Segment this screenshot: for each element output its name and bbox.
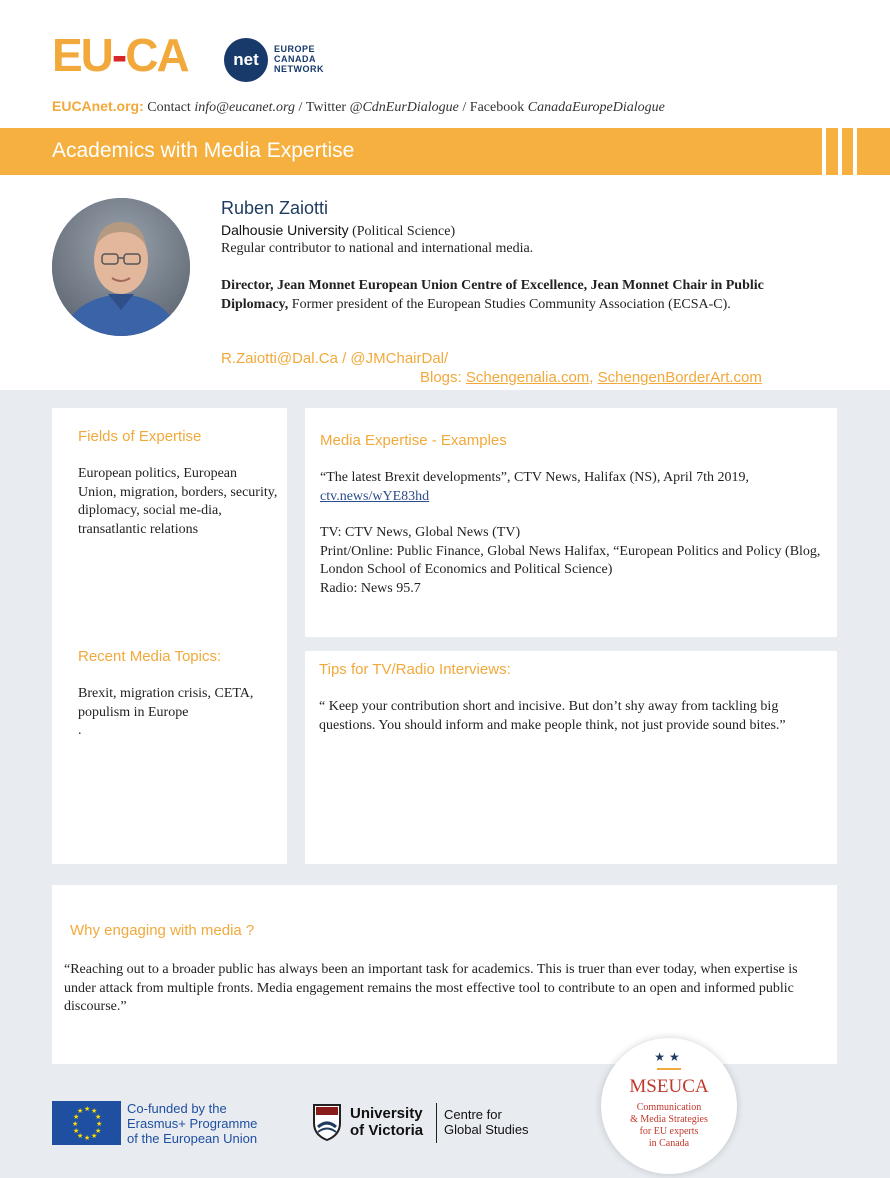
svg-text:★: ★ — [72, 1120, 79, 1128]
logo-net-circle: net — [224, 38, 268, 82]
department: (Political Science) — [352, 224, 456, 239]
logo-network-words: EUROPE CANADA NETWORK — [274, 44, 324, 74]
why-title: Why engaging with media ? — [70, 922, 255, 939]
media-card — [305, 408, 837, 637]
badge-stars-icon: ★★ — [654, 1050, 684, 1064]
svg-text:★: ★ — [77, 1107, 84, 1115]
svg-text:★: ★ — [84, 1134, 91, 1142]
why-card — [52, 885, 837, 1064]
ctv-news-link[interactable]: ctv.news/wYE83hd — [320, 488, 430, 504]
eu-flag-icon — [52, 1101, 121, 1145]
banner-stripe — [822, 128, 826, 175]
badge-subtitle: Communication & Media Strategies for EU experts in Canada — [630, 1102, 708, 1149]
svg-text:★: ★ — [77, 1132, 84, 1140]
logo-wordmark: EU-CA — [52, 29, 188, 81]
svg-text:★: ★ — [73, 1113, 80, 1121]
tips-card — [305, 651, 837, 864]
recent-text: Brexit, migration crisis, CETA, populism in Europe . — [78, 686, 254, 738]
eucanet-logo — [52, 29, 332, 82]
fields-title: Fields of Expertise — [78, 428, 202, 445]
profile-contact[interactable]: R.Zaiotti@Dal.Ca / @JMChairDal/ — [221, 350, 449, 367]
university-name: Dalhousie University — [221, 222, 349, 238]
recent-title: Recent Media Topics: — [78, 648, 222, 665]
why-text: “Reaching out to a broader public has always been an important task for academics. This is truer than ever today, when expertise is under attack from multiple fronts. Media engagement remains the most effective tool to contribute to an open and informed public discourse.” — [64, 962, 798, 1014]
page-title: Academics with Media Expertise — [52, 139, 355, 162]
banner-stripe — [838, 128, 842, 175]
facebook-handle[interactable]: CanadaEuropeDialogue — [527, 100, 665, 115]
contact-email[interactable]: info@eucanet.org — [194, 100, 295, 115]
blog-link-schengenalia[interactable]: Schengenalia.com — [465, 369, 590, 386]
uvic-name: University of Victoria — [350, 1105, 424, 1139]
uvic-divider — [436, 1103, 437, 1143]
title-banner — [0, 128, 890, 175]
svg-text:★: ★ — [91, 1132, 98, 1140]
twitter-handle[interactable]: @CdnEurDialogue — [349, 100, 459, 115]
blog-link-schengenborderart[interactable]: SchengenBorderArt.com — [597, 369, 762, 386]
uvic-centre: Centre for Global Studies — [444, 1107, 529, 1137]
svg-text:★: ★ — [84, 1105, 91, 1113]
site-label[interactable]: EUCAnet.org: — [52, 98, 144, 114]
profile-affiliation — [221, 222, 455, 240]
svg-text:★: ★ — [91, 1107, 98, 1115]
badge-title: MSEUCA — [629, 1076, 709, 1097]
eu-funding-text: Co-funded by the Erasmus+ Programme of the European Union — [127, 1101, 258, 1146]
svg-text:★: ★ — [95, 1113, 102, 1121]
svg-text:★: ★ — [95, 1127, 102, 1135]
tips-text: “ Keep your contribution short and incisive. But don’t shy away from tackling big questions. You should inform and make people think, not just provide sound bites.” — [319, 699, 786, 733]
fields-card — [52, 408, 287, 864]
profile-regular: Regular contributor to national and international media. — [221, 241, 534, 256]
profile-blogs: Blogs: Schengenalia.com, SchengenBorderArt.com — [420, 369, 762, 386]
mseuca-badge — [601, 1038, 737, 1174]
fields-text: European politics, European Union, migration, borders, security, diplomacy, social me-dia, transatlantic relations — [78, 466, 278, 537]
banner-stripe — [853, 128, 857, 175]
tips-title: Tips for TV/Radio Interviews: — [319, 661, 511, 678]
media-title: Media Expertise - Examples — [320, 432, 507, 449]
badge-divider — [657, 1068, 681, 1070]
contact-line: EUCAnet.org: Contact info@eucanet.org / Twitter @CdnEurDialogue / Facebook CanadaEuropeDialogue — [52, 98, 665, 115]
uvic-crest-icon — [312, 1103, 342, 1141]
media-example: “The latest Brexit developments”, CTV News, Halifax (NS), April 7th 2019, ctv.news/wYE83hd — [320, 470, 749, 504]
profile-photo — [52, 198, 190, 336]
profile-name: Ruben Zaiotti — [221, 198, 329, 218]
profile-director: Director, Jean Monnet European Union Centre of Excellence, Jean Monnet Chair in Public Diplomacy, Former president of the European Studies Community Association (ECSA-C). — [221, 278, 764, 312]
media-outlets: TV: CTV News, Global News (TV) Print/Online: Public Finance, Global News Halifax, “European Politics and Policy (Blog, London School of Economics and Political Science) Radio: News 95.7 — [320, 525, 821, 596]
svg-text:★: ★ — [96, 1120, 103, 1128]
svg-text:★: ★ — [73, 1127, 80, 1135]
